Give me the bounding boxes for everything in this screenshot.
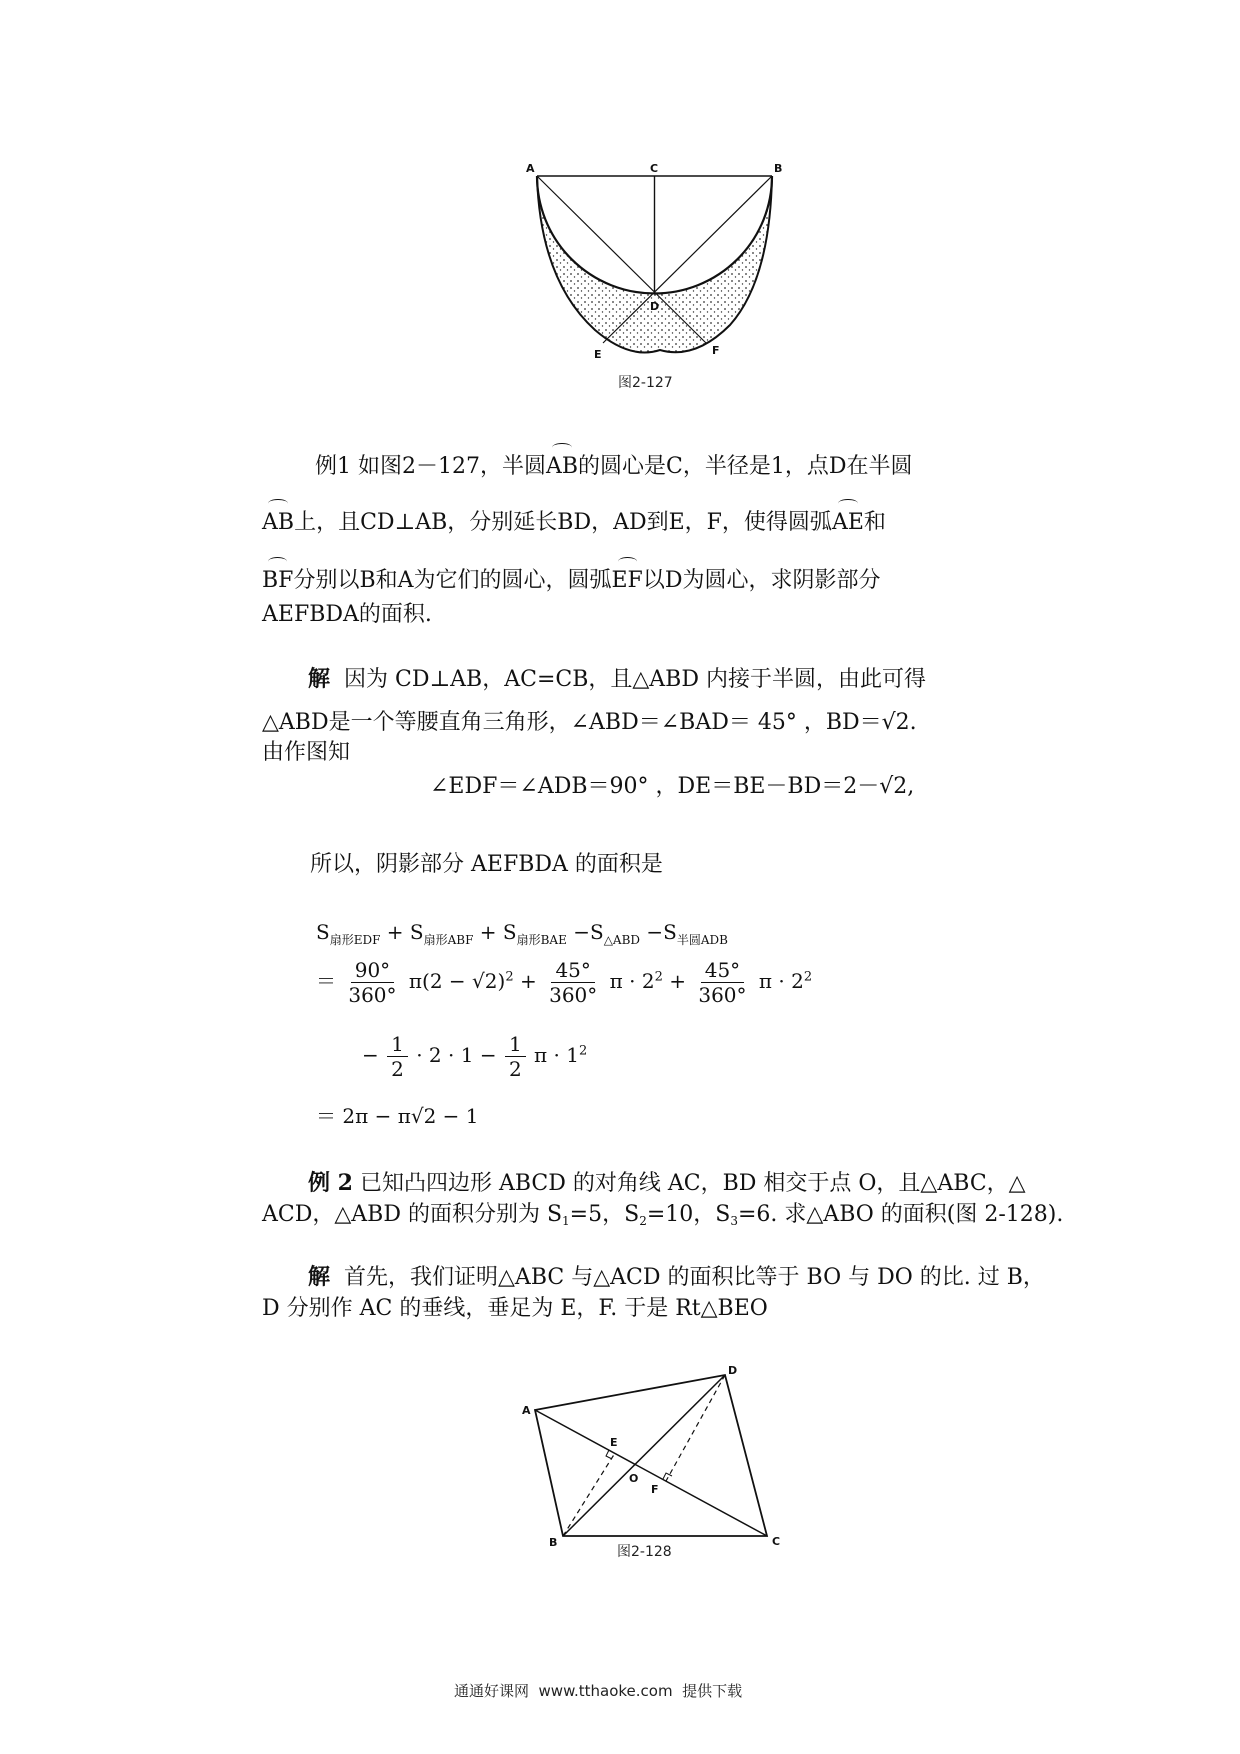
example1-line1: 例1 如图2－127，半圆AB的圆心是C，半径是1，点D在半圆 [315,452,913,482]
label-c2: C [772,1535,781,1548]
perpendicular-df [666,1375,725,1481]
quadrilateral-abcd [535,1375,767,1536]
example1-line4: AEFBDA的面积. [262,602,432,627]
example1-line3: BF分别以B和A为它们的圆心，圆弧EF以D为圆心，求阴影部分 [262,566,880,596]
label-c: C [650,162,659,175]
formula-line1: $S_{扇形EDF} + S_{扇形ABF} + S_{扇形BAE} -S_{\triangle ABD} -S_{半圆ADB}$ [316,920,728,947]
label-d: D [650,300,660,313]
diagonal-bd [563,1375,725,1536]
label-a: A [526,162,535,175]
formula-result: ＝ 2π − π√2 − 1 [316,1104,479,1128]
label-d2: D [728,1364,738,1377]
figure-2-127 [520,160,790,390]
figure-2-127-caption: 图2-127 [618,375,673,391]
label-f: F [712,344,720,357]
solution1-line5: 所以，阴影部分 AEFBDA 的面积是 [310,852,663,877]
formula-line3: − $\frac{1}{2}$ · 2 · 1 − $\frac{1}{2}$ $\pi \cdot 1^2$ [362,1032,588,1081]
example1-line2: AB上，且CD⊥AB，分别延长BD，AD到E，F，使得圆弧AE和 [262,508,886,538]
example2-line1: 例 2 已知凸四边形 ABCD 的对角线 AC，BD 相交于点 O，且△ABC，△ [308,1170,1026,1196]
figure-2-128-caption: 图2-128 [617,1544,672,1560]
label-b2: B [549,1536,558,1549]
perpendicular-be [563,1453,615,1536]
formula-line2: ＝ $\frac{90^\circ}{360^\circ}$ $\pi(2 - √2)^2$ + $\frac{45^\circ}{360^\circ}$ $\pi \cdot 2^2$ + $\frac{45^\circ}{360^\circ}$ $\pi \cdot 2^2$ [316,958,813,1007]
solution2-line2: D 分别作 AC 的垂线，垂足为 E，F. 于是 Rt△BEO [262,1296,768,1321]
example2-line2: ACD，△ABD 的面积分别为 S1=5，S2=10，S3=6. 求△ABO 的面积(图 2-128). [262,1202,1064,1228]
label-a2: A [522,1404,531,1417]
label-o2: O [629,1472,639,1485]
figure-2-128 [515,1360,805,1550]
label-e2: E [610,1436,618,1449]
label-f2: F [651,1483,659,1496]
solution1-line2: △ABD是一个等腰直角三角形，∠ABD＝∠BAD＝ 45° ，BD＝√2. [262,710,917,735]
diagonal-ac [535,1410,767,1536]
label-e: E [594,348,602,361]
solution1-line4: ∠EDF＝∠ADB＝90° ，DE＝BE－BD＝2－√2, [430,774,915,799]
label-b: B [774,162,783,175]
footer-credit: 通通好课网 www.tthaoke.com 提供下载 [454,1682,743,1700]
solution2-line1: 解 首先，我们证明△ABC 与△ACD 的面积比等于 BO 与 DO 的比. 过 B， [308,1264,1045,1290]
solution1-line1: 解 因为 CD⊥AB，AC=CB，且△ABD 内接于半圆，由此可得 [308,666,926,692]
solution1-line3: 由作图知 [262,740,351,765]
